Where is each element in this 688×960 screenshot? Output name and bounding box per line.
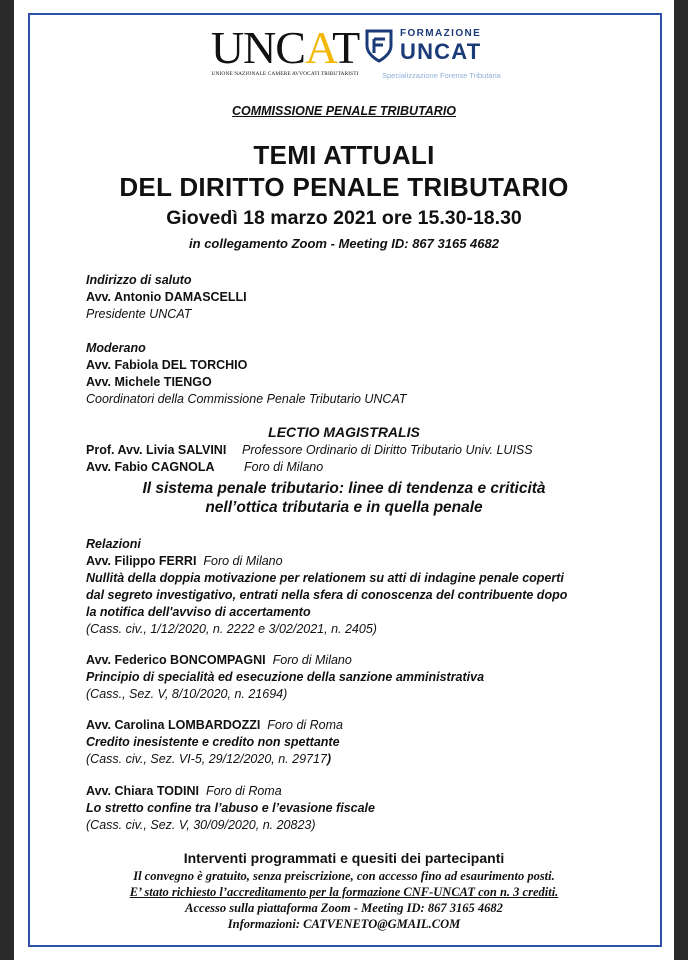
report-topic: Credito inesistente e credito non spettante (86, 735, 340, 749)
report-citation: (Cass. civ., Sez. V, 30/09/2020, n. 20823) (86, 818, 316, 832)
reports-section (86, 536, 567, 638)
report-topic: la notifica dell'avviso di accertamento (86, 605, 311, 619)
report-item (86, 652, 484, 703)
title-line-1: TEMI ATTUALI (253, 140, 435, 170)
report-speaker-affiliation: Foro di Milano (203, 554, 283, 568)
lectio-heading: LECTIO MAGISTRALIS (268, 424, 420, 440)
report-item (86, 717, 343, 768)
report-topic: Principio di specialità ed esecuzione della sanzione amministrativa (86, 670, 485, 684)
greeting-section (86, 272, 247, 323)
event-date: Giovedì 18 marzo 2021 ore 15.30-18.30 (166, 207, 522, 229)
report-citation: (Cass. civ., Sez. VI-5, 29/12/2020, n. 29717 (86, 752, 327, 766)
report-speaker-name: Avv. Chiara TODINI (86, 784, 199, 798)
formazione-uncat-label: UNCAT (400, 39, 482, 64)
greeting-role: Presidente UNCAT (86, 307, 192, 321)
footer-contact[interactable]: Informazioni: CATVENETO@GMAIL.COM (227, 917, 461, 931)
moderators-role: Coordinatori della Commissione Penale Tributario UNCAT (86, 392, 407, 406)
greeting-label: Indirizzo di saluto (86, 273, 192, 287)
zoom-connection: in collegamento Zoom - Meeting ID: 867 3165 4682 (189, 236, 499, 251)
title-line-2: DEL DIRITTO PENALE TRIBUTARIO (119, 172, 569, 202)
moderator-name: Avv. Fabiola DEL TORCHIO (86, 358, 248, 372)
report-citation-close: ) (326, 752, 332, 766)
report-speaker-affiliation: Foro di Roma (267, 718, 344, 732)
footer-line: E’ stato richiesto l’accreditamento per la formazione CNF-UNCAT con n. 3 crediti. (129, 885, 559, 899)
report-citation: (Cass., Sez. V, 8/10/2020, n. 21694) (86, 687, 288, 701)
report-item (86, 783, 375, 834)
formazione-uncat-logo (364, 26, 504, 82)
report-speaker-name: Avv. Federico BONCOMPAGNI (86, 653, 266, 667)
moderators-label: Moderano (86, 341, 146, 355)
formazione-subtitle: Specializzazione Forense Tributaria (382, 71, 501, 80)
lectio-title-line-1: Il sistema penale tributario: linee di tendenza e criticità (142, 480, 546, 497)
lectio-speaker-name: Avv. Fabio CAGNOLA (86, 460, 215, 474)
commission-heading: COMMISSIONE PENALE TRIBUTARIO (231, 104, 457, 118)
report-topic: Nullità della doppia motivazione per relationem su atti di indagine penale coperti (86, 571, 564, 585)
report-topic: Lo stretto confine tra l’abuso e l’evasione fiscale (86, 801, 375, 815)
lectio-speakers (86, 442, 533, 476)
footer-line: Il convegno è gratuito, senza preiscrizione, con accesso fino ad esaurimento posti. (133, 869, 555, 883)
lectio-speaker-name: Prof. Avv. Livia SALVINI (86, 443, 227, 457)
greeting-name: Avv. Antonio DAMASCELLI (86, 290, 247, 304)
report-speaker-name: Avv. Carolina LOMBARDOZZI (86, 718, 261, 732)
uncat-logo-subtitle: UNIONE NAZIONALE CAMERE AVVOCATI TRIBUTARISTI (211, 71, 359, 77)
shield-icon (364, 28, 394, 64)
moderator-name: Avv. Michele TIENGO (86, 375, 212, 389)
report-speaker-affiliation: Foro di Milano (272, 653, 352, 667)
report-citation: (Cass. civ., 1/12/2020, n. 2222 e 3/02/2021, n. 2405) (86, 622, 377, 636)
uncat-logo-word: UNCAT (210, 22, 360, 73)
lectio-title-line-2: nell’ottica tributaria e in quella penale (205, 499, 483, 516)
uncat-logo (210, 22, 360, 77)
lectio-speaker-affiliation: Foro di Milano (244, 460, 324, 474)
report-item (86, 553, 567, 638)
lectio-speaker-affiliation: Professore Ordinario di Diritto Tributario Univ. LUISS (242, 443, 533, 457)
footer-heading: Interventi programmati e quesiti dei partecipanti (183, 850, 505, 866)
formazione-label: FORMAZIONE (400, 28, 482, 39)
reports-label: Relazioni (86, 537, 141, 551)
moderators-section (86, 340, 407, 408)
report-speaker-affiliation: Foro di Roma (205, 784, 282, 798)
footer-line: Accesso sulla piattaforma Zoom - Meeting ID: 867 3165 4682 (185, 901, 503, 915)
flyer-page (14, 0, 674, 960)
report-topic: dal segreto investigativo, entrati nella sfera di conoscenza del contribuente dopo (86, 588, 568, 602)
report-speaker-name: Avv. Filippo FERRI (86, 554, 197, 568)
